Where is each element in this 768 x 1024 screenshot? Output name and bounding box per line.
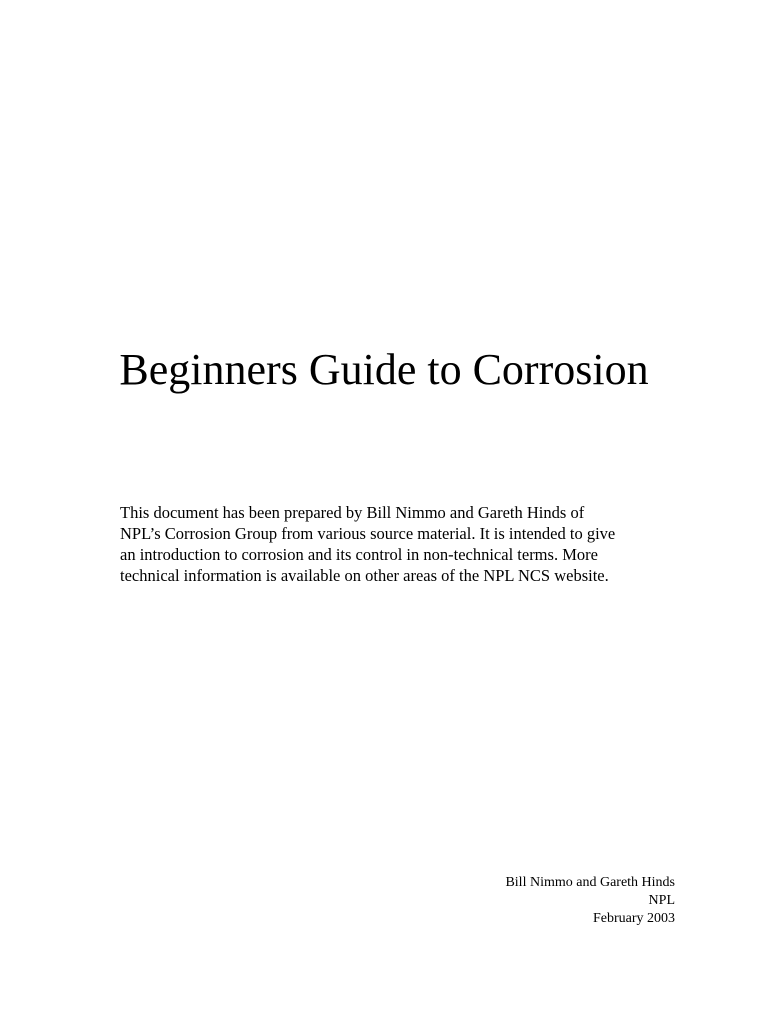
- intro-line: an introduction to corrosion and its control in non-technical terms. More: [120, 545, 598, 564]
- intro-line: technical information is available on other areas of the NPL NCS website.: [120, 566, 609, 585]
- signature-authors: Bill Nimmo and Gareth Hinds: [505, 875, 675, 890]
- signature-block: [505, 874, 675, 928]
- intro-line: This document has been prepared by Bill Nimmo and Gareth Hinds of: [120, 503, 585, 522]
- intro-paragraph: [120, 502, 680, 586]
- intro-line: NPL’s Corrosion Group from various source material. It is intended to give: [120, 524, 616, 543]
- signature-date: February 2003: [592, 911, 675, 926]
- document-title: Beginners Guide to Corrosion: [119, 345, 649, 394]
- signature-organisation: NPL: [648, 893, 675, 908]
